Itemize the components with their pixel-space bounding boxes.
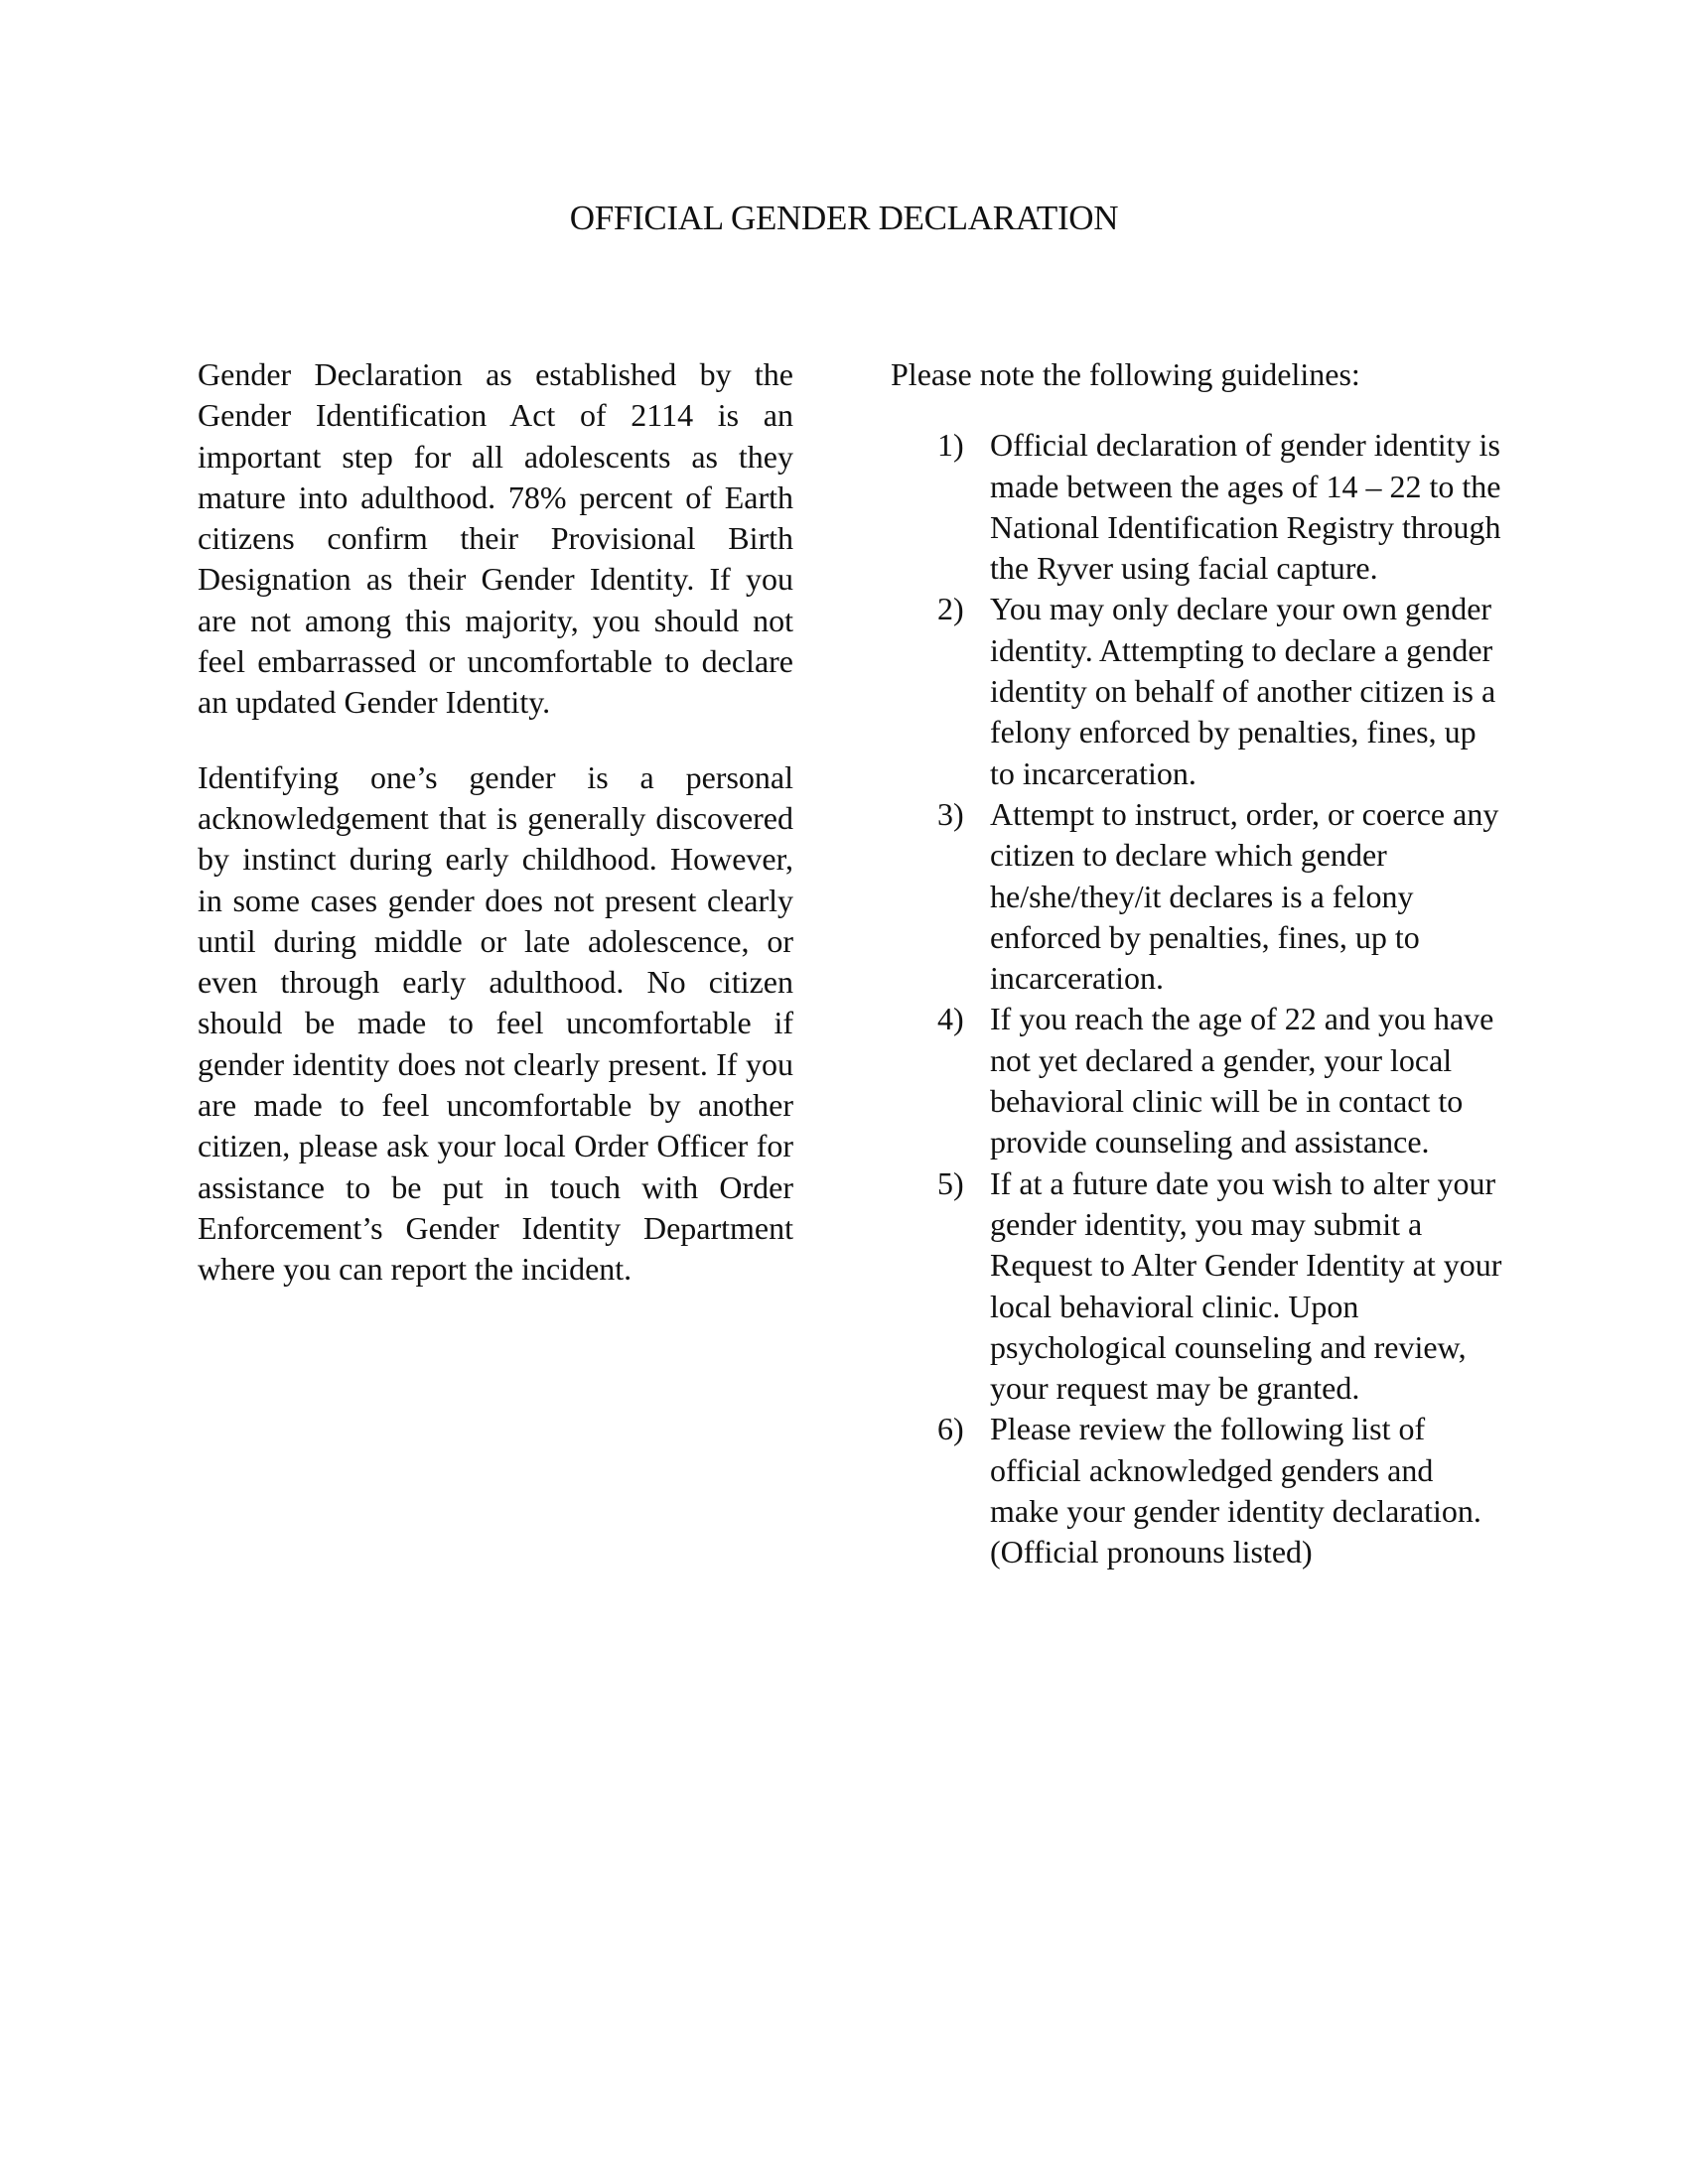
guideline-item <box>891 1409 1506 1572</box>
guideline-number: 4) <box>937 1001 964 1037</box>
guideline-number: 2) <box>937 591 964 627</box>
guideline-number: 1) <box>937 427 964 464</box>
guideline-text: If you reach the age of 22 and you have not yet declared a gender, your local behavioral clinic will be in contact to provide counseling and assistance. <box>990 1001 1494 1160</box>
guidelines-column <box>891 354 1506 1573</box>
guideline-number: 5) <box>937 1164 964 1201</box>
page-title: OFFICIAL GENDER DECLARATION <box>569 199 1119 237</box>
guideline-text: Please review the following list of official acknowledged genders and make your gender identity declaration. (Official pronouns listed) <box>990 1411 1481 1570</box>
guideline-item <box>891 794 1506 999</box>
guideline-text: Official declaration of gender identity is made between the ages of 14 – 22 to the National Identification Registry through the Ryver using facial capture. <box>990 427 1501 587</box>
guideline-item <box>891 999 1506 1162</box>
guidelines-list <box>891 425 1506 1572</box>
guidelines-intro: Please note the following guidelines: <box>891 356 1360 392</box>
guideline-item <box>891 1163 1506 1410</box>
guideline-text: You may only declare your own gender identity. Attempting to declare a gender identity on behalf of another citizen is a felony enforced by penalties, fines, up to incarceration. <box>990 591 1496 791</box>
intro-paragraph-2: Identifying one’s gender is a personal acknowledgement that is generally discovered by instinct during early childhood. However, in some cases gender does not present clearly until during middle or late adolescence, or even through early adulthood. No citizen should be made to feel uncomfortable if gender identity does not clearly present. If you are made to feel uncomfortable by another citizen, please ask your local Order Officer for assistance to be put in touch with Order Enforcement’s Gender Identity Department where you can report the incident. <box>198 758 793 1288</box>
intro-paragraph-1: Gender Declaration as established by the Gender Identification Act of 2114 is an important step for all adolescents as they mature into adulthood. 78% percent of Earth citizens confirm their Provisional Birth Designation as their Gender Identity. If you are not among this majority, you should not feel embarrassed or uncomfortable to declare an updated Gender Identity. <box>198 356 793 721</box>
guideline-number: 3) <box>937 795 964 832</box>
guideline-text: Attempt to instruct, order, or coerce any citizen to declare which gender he/she/they/it declares is a felony enforced by penalties, fines, up to incarceration. <box>990 795 1499 997</box>
intro-column <box>198 354 793 1324</box>
guideline-number: 6) <box>937 1411 964 1447</box>
guideline-text: If at a future date you wish to alter your gender identity, you may submit a Request to Alter Gender Identity at your local behavioral clinic. Upon psychological counseling and review, your request may be granted. <box>990 1164 1502 1407</box>
guideline-item <box>891 589 1506 793</box>
guideline-item <box>891 425 1506 589</box>
